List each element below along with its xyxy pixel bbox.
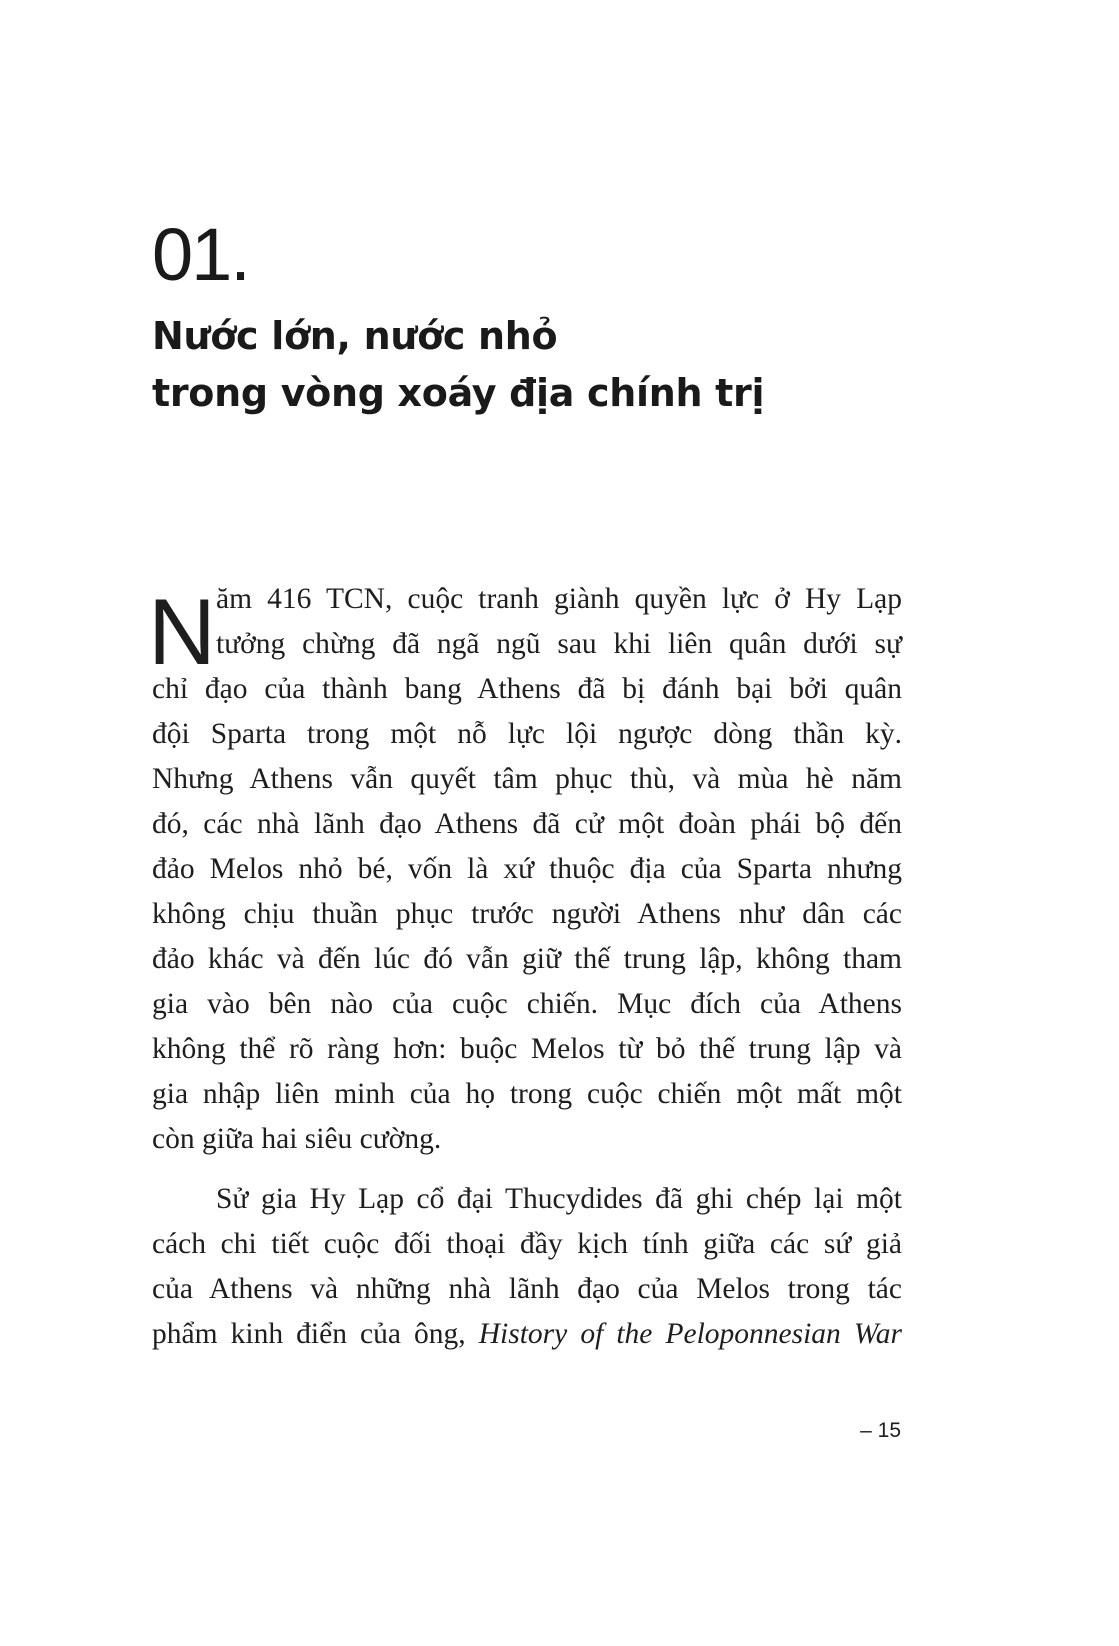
paragraph-gap (152, 1162, 902, 1177)
dropcap-wrap-lines (152, 577, 902, 667)
text-line: chỉ đạo của thành bang Athens đã bị đánh bại bởi quân (152, 673, 902, 705)
text-line: không thể rõ ràng hơn: buộc Melos từ bỏ thế trung lập và (152, 1033, 902, 1065)
body-text (148, 577, 902, 1357)
text-line: không chịu thuần phục trước người Athens như dân các (152, 898, 902, 930)
book-title: History of the Peloponnesian War (478, 1318, 902, 1350)
text-line: Nhưng Athens vẫn quyết tâm phục thù, và mùa hè năm (152, 763, 902, 795)
chapter-number: 01. (152, 213, 249, 296)
drop-cap: N (148, 579, 216, 684)
text-line: đội Sparta trong một nỗ lực lội ngược dòng thần kỳ. (152, 718, 902, 750)
text-fragment: phẩm kinh điển của ông, (152, 1318, 479, 1350)
text-line: gia vào bên nào của cuộc chiến. Mục đích của Athens (152, 988, 902, 1020)
chapter-title (152, 308, 764, 422)
paragraph-indent (152, 1177, 902, 1222)
page-number: – 15 (860, 1419, 901, 1442)
text-line: Sử gia Hy Lạp cổ đại Thucydides đã ghi chép lại một (216, 1183, 902, 1215)
paragraph (152, 1177, 902, 1357)
text-line: gia nhập liên minh của họ trong cuộc chiến một mất một (152, 1078, 902, 1110)
text-line: đảo khác và đến lúc đó vẫn giữ thế trung lập, không tham (152, 943, 902, 975)
text-line-with-book-title (152, 1312, 902, 1357)
text-line: đảo Melos nhỏ bé, vốn là xứ thuộc địa của Sparta nhưng (152, 853, 902, 885)
text-line: tưởng chừng đã ngã ngũ sau khi liên quân dưới sự (216, 628, 902, 660)
text-line: ăm 416 TCN, cuộc tranh giành quyền lực ở Hy Lạp (216, 583, 902, 615)
chapter-title-line: Nước lớn, nước nhỏ (152, 314, 558, 358)
text-line: đó, các nhà lãnh đạo Athens đã cử một đoàn phái bộ đến (152, 808, 902, 840)
text-line: cách chi tiết cuộc đối thoại đầy kịch tính giữa các sứ giả (152, 1228, 902, 1260)
text-line: của Athens và những nhà lãnh đạo của Melos trong tác (152, 1273, 902, 1305)
chapter-title-line: trong vòng xoáy địa chính trị (152, 371, 765, 415)
dropcap-block (148, 577, 902, 684)
paragraph (148, 577, 902, 1162)
text-line: còn giữa hai siêu cường. (152, 1123, 442, 1155)
